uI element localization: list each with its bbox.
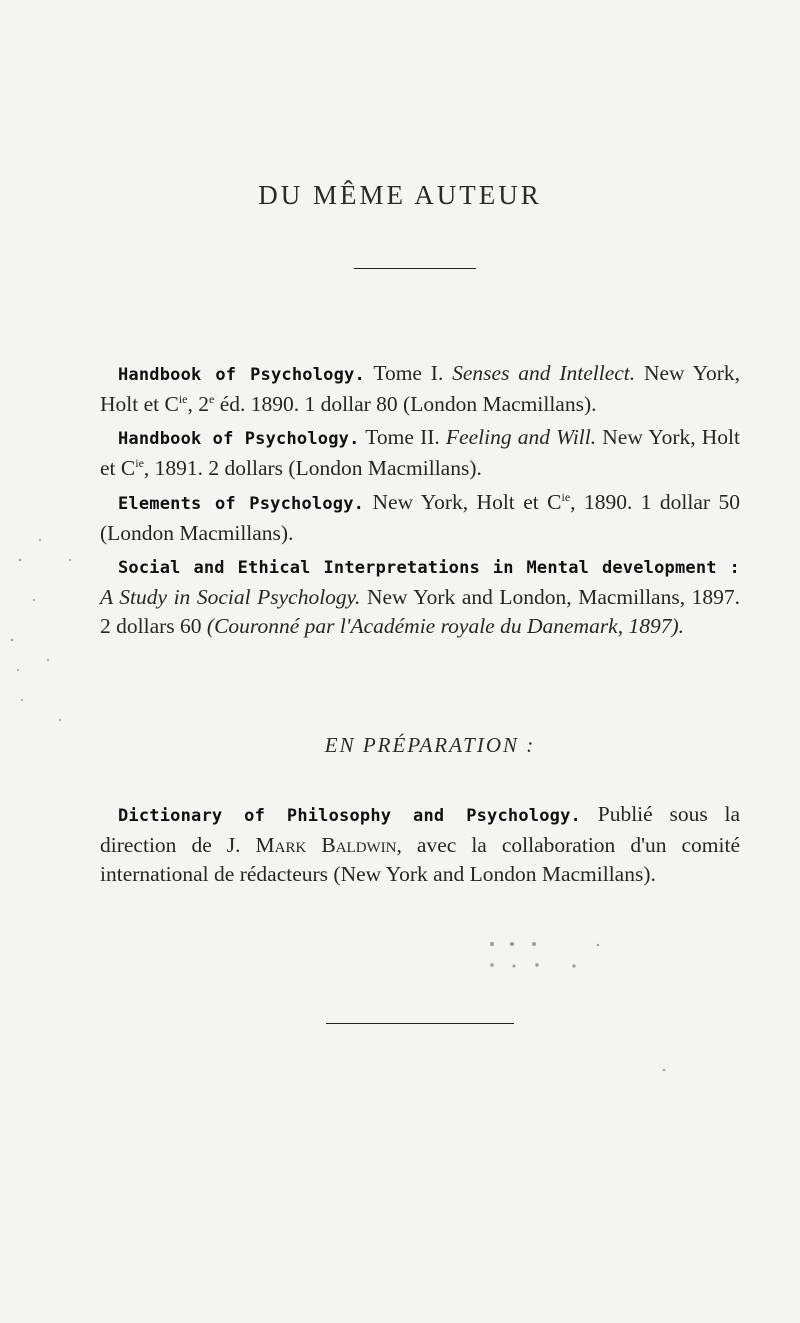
entry-subtitle: A Study in Social Psychology. [100,585,361,609]
entry-text: , 1890. 1 dollar 50 (London Macmillans). [100,490,740,545]
entry-text: New York, Holt et C [100,361,740,416]
entry-author: Mark Baldwin [255,833,397,857]
entry-text: , 1891. 2 dollars (London Macmillans). [143,456,482,480]
page-heading: DU MÊME AUTEUR [258,180,542,210]
entry-text: New York and London, Macmillans, 1897. 2 dollars 60 [100,585,741,638]
entry-subtitle: Feeling and Will. [445,425,597,449]
entry-title: Dictionary of Philosophy and Psychology. [118,806,581,826]
entry-title: Social and Ethical Interpretations in Mental development : [118,558,740,578]
entry-text: Tome I. [364,361,453,385]
entry-title: Handbook of Psychology. [118,365,365,385]
entry-title: Elements of Psychology. [118,494,365,514]
preparation-heading: EN PRÉPARATION : [324,733,536,757]
entry-title: Handbook of Psychology. [118,429,360,449]
entry-text: New York, Holt et C [100,425,740,480]
entry-subtitle: Senses and Intellect. [452,361,636,385]
entry-text: Publié sous la direction de J. [100,802,740,857]
entry-superscript: ie [561,489,571,504]
entry-superscript: ie [135,455,144,470]
entry-text: New York, Holt et C [364,490,562,514]
entry-note: (Couronné par l'Académie royale du Danemark, 1897). [206,614,685,638]
entry-superscript: ie [178,391,188,406]
entry-text: éd. 1890. 1 dollar 80 (London Macmillans). [214,392,597,416]
entry-text: , avec la collaboration d'un comité international de rédacteurs (New York and London Macmillans). [100,833,740,886]
entry-superscript: e [209,391,215,406]
entry-text: , 2 [187,392,210,416]
entry-text: Tome II. [359,425,446,449]
